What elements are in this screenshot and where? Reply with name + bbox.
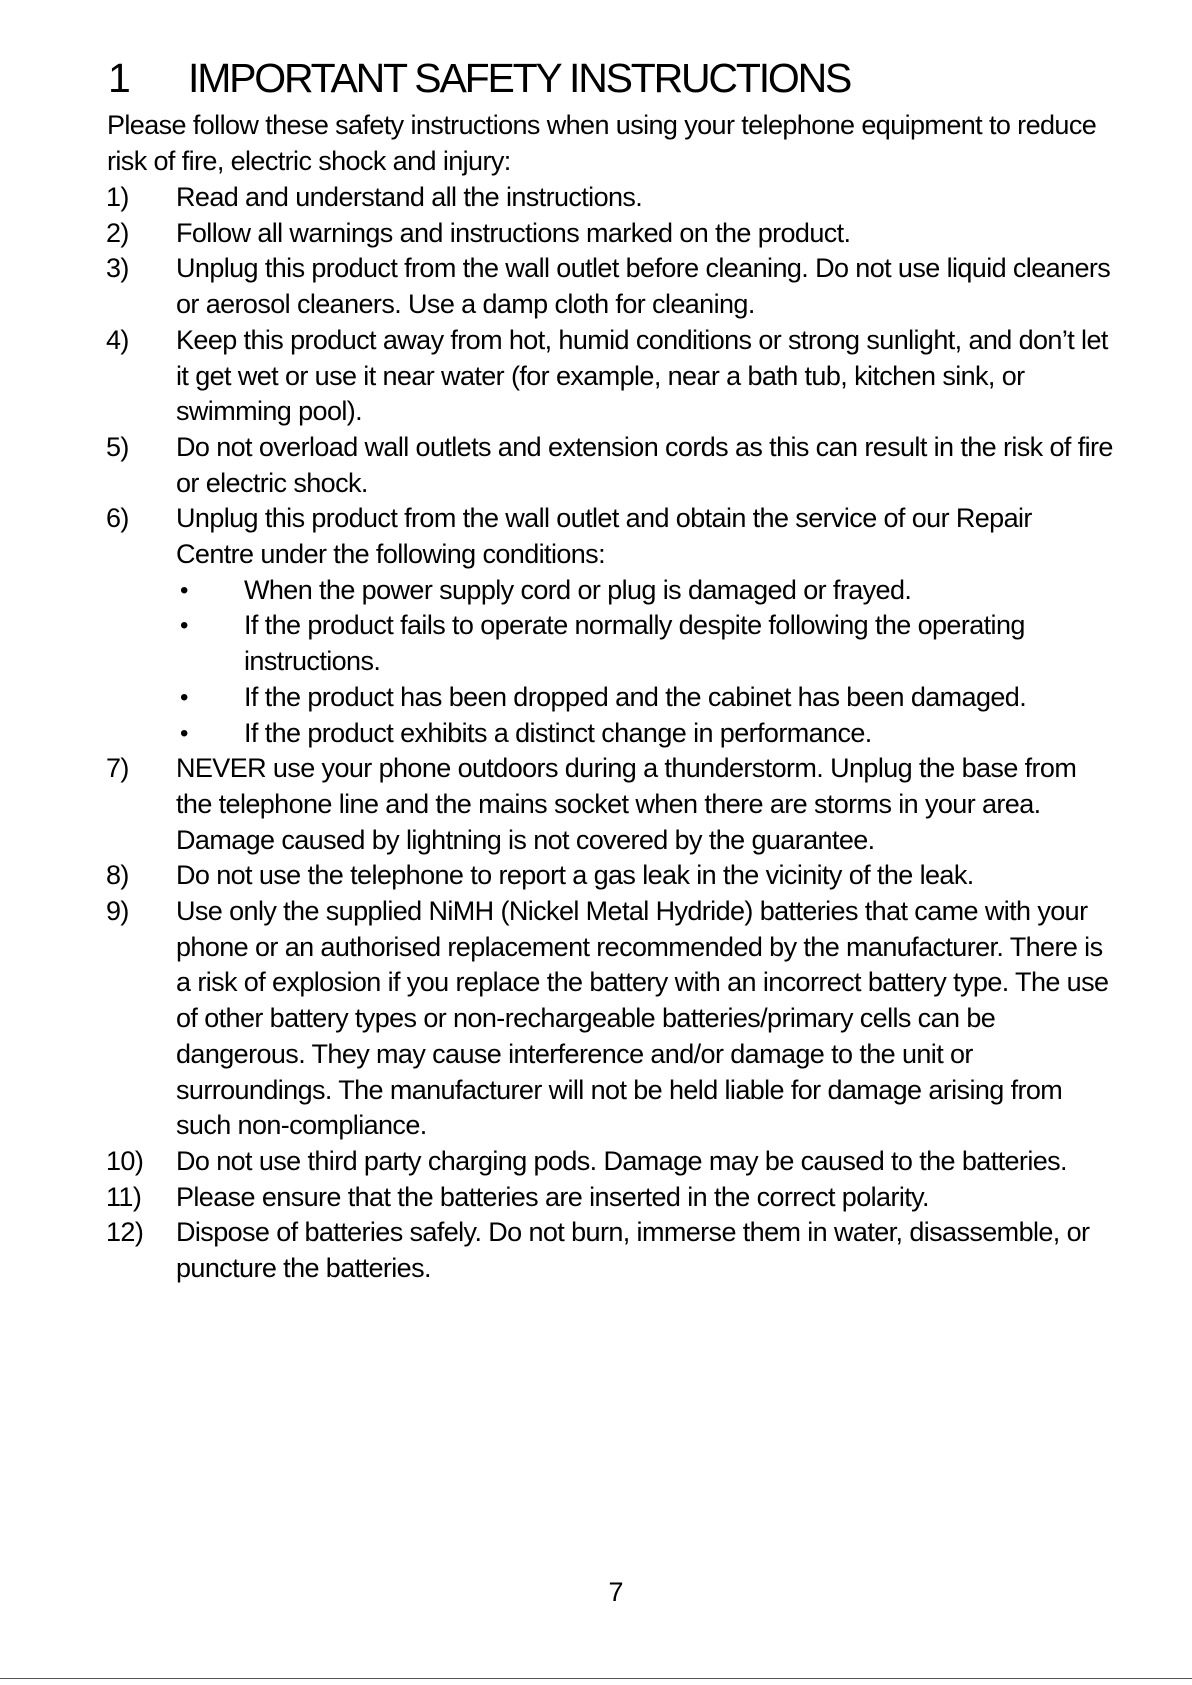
bullet-icon: • xyxy=(180,683,188,711)
instruction-number: 7) xyxy=(106,753,129,784)
condition-text: If the product fails to operate normally despite following the operating instructions. xyxy=(244,610,1025,677)
instruction-number: 2) xyxy=(106,217,129,248)
instruction-text: Use only the supplied NiMH (Nickel Metal Hydride) batteries that came with your phone or an authorised replacement recommended by the manufacturer. There is a risk of explosion if you replace the battery with an incorrect battery type. The use of other battery types or non-rechargeable batteries/primary cells can be dangerous. They may cause interference and/or damage to the unit or surroundings. The manufacturer will not be held liable for damage arising from such non-compliance. xyxy=(176,896,1109,1141)
instruction-number: 11) xyxy=(106,1181,142,1212)
instruction-number: 10) xyxy=(106,1145,144,1176)
condition-text: If the product exhibits a distinct change in performance. xyxy=(244,717,872,748)
instruction-number: 8) xyxy=(106,860,129,891)
instruction-text: Dispose of batteries safely. Do not burn, immerse them in water, disassemble, or puncture the batteries. xyxy=(176,1217,1090,1284)
instruction-number: 6) xyxy=(106,503,129,534)
instruction-text: Follow all warnings and instructions marked on the product. xyxy=(176,217,851,248)
footer-divider xyxy=(0,1678,1192,1679)
bullet-icon: • xyxy=(180,719,188,747)
instruction-item xyxy=(0,251,1116,322)
condition-item xyxy=(176,608,1116,679)
instruction-number: 9) xyxy=(106,896,129,927)
condition-text: When the power supply cord or plug is damaged or frayed. xyxy=(244,574,912,605)
instruction-number: 3) xyxy=(106,253,129,284)
section-number: 1 xyxy=(108,55,129,101)
instruction-item xyxy=(0,1144,1116,1180)
bullet-icon: • xyxy=(180,576,188,604)
instruction-text: Keep this product away from hot, humid conditions or strong sunlight, and don’t let it get wet or use it near water (for example, near a bath tub, kitchen sink, or swimming pool). xyxy=(176,324,1108,427)
instruction-text: Do not use third party charging pods. Damage may be caused to the batteries. xyxy=(176,1145,1067,1176)
condition-item xyxy=(176,716,1116,752)
instruction-item xyxy=(0,323,1116,430)
instruction-text: Read and understand all the instructions. xyxy=(176,182,643,212)
instruction-text: Unplug this product from the wall outlet and obtain the service of our Repair Centre under the following conditions: xyxy=(176,503,1032,570)
instruction-number: 5) xyxy=(106,431,129,462)
instruction-list xyxy=(0,180,1192,1287)
instruction-item xyxy=(0,751,1116,858)
instruction-item xyxy=(0,501,1116,751)
section-title: IMPORTANT SAFETY INSTRUCTIONS xyxy=(188,55,851,101)
condition-item xyxy=(176,573,1116,609)
instruction-text: Do not overload wall outlets and extension cords as this can result in the risk of fire or electric shock. xyxy=(176,431,1113,498)
instruction-number: 1) xyxy=(106,182,129,212)
instruction-item xyxy=(0,180,1116,216)
instruction-number: 4) xyxy=(106,324,129,355)
bullet-icon: • xyxy=(180,612,188,640)
instruction-item xyxy=(0,430,1116,501)
condition-item xyxy=(176,680,1116,716)
condition-text: If the product has been dropped and the cabinet has been damaged. xyxy=(244,681,1027,712)
instruction-text: NEVER use your phone outdoors during a thunderstorm. Unplug the base from the telephone line and the mains socket when there are storms in your area. Damage caused by lightning is not covered by the guarantee. xyxy=(176,753,1077,855)
instruction-item xyxy=(0,858,1116,894)
instruction-item xyxy=(0,1215,1116,1286)
instruction-item xyxy=(0,216,1116,252)
instruction-number: 12) xyxy=(106,1217,144,1248)
condition-list xyxy=(176,573,1116,752)
instruction-item xyxy=(0,1180,1116,1216)
intro-paragraph: Please follow these safety instructions when using your telephone equipment to reduce risk of fire, electric shock and injury: xyxy=(107,110,1097,176)
section-heading xyxy=(108,50,850,106)
instruction-item xyxy=(0,894,1116,1144)
instruction-text: Unplug this product from the wall outlet before cleaning. Do not use liquid cleaners or aerosol cleaners. Use a damp cloth for cleaning. xyxy=(176,253,1111,320)
instruction-text: Do not use the telephone to report a gas leak in the vicinity of the leak. xyxy=(176,860,974,891)
page-number: 7 xyxy=(608,1577,624,1607)
instruction-text: Please ensure that the batteries are inserted in the correct polarity. xyxy=(176,1181,929,1212)
